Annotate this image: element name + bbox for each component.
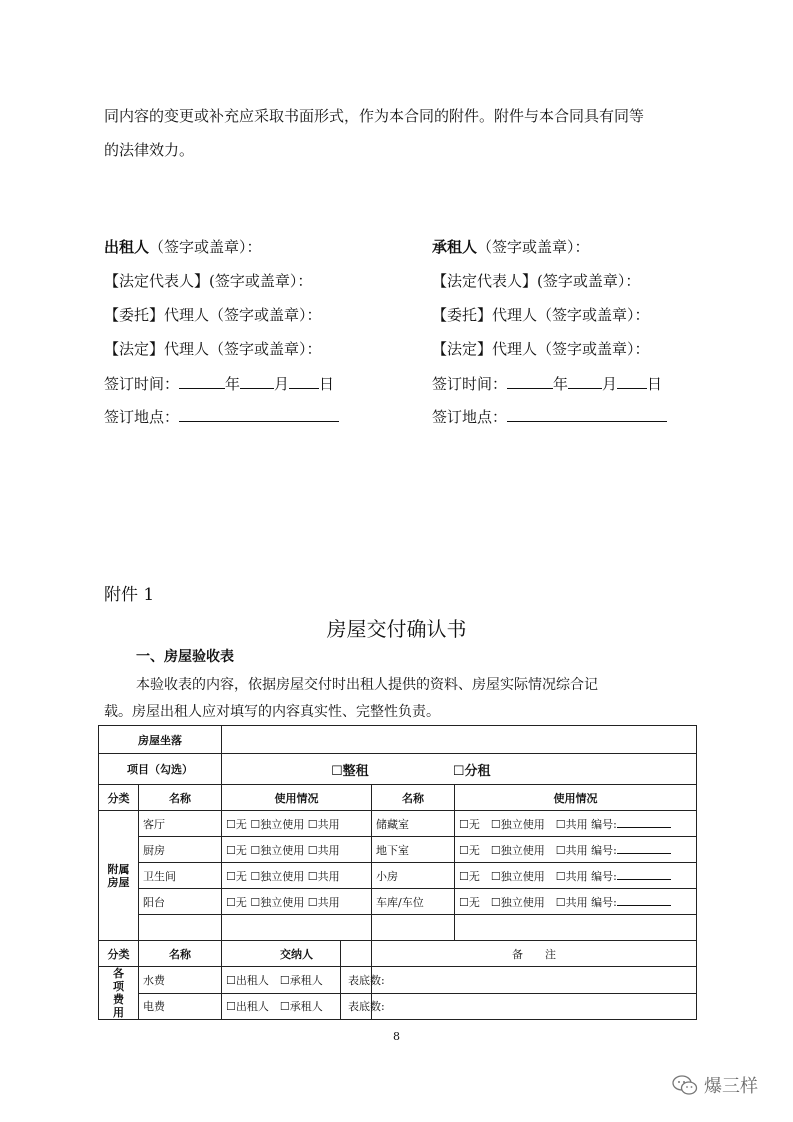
room-number-blank[interactable]: [617, 869, 671, 880]
landlord-month-label: 月: [274, 375, 290, 393]
attachment-label: 附件 1: [104, 585, 155, 605]
hdr-name-2: 名称: [372, 785, 455, 811]
table-row: [99, 811, 697, 837]
item-label: 项目（勾选）: [99, 754, 222, 785]
page-number: 8: [393, 1030, 400, 1043]
landlord-sign-time-label: 签订时间：: [104, 375, 180, 393]
hdr2-note: 备 注: [512, 947, 556, 961]
tenant-sign-time: [432, 372, 662, 394]
location-label: 房屋坐落: [99, 726, 222, 754]
wechat-icon: [672, 1074, 698, 1096]
landlord-statutory-agent: 【法定】代理人（签字或盖章）：: [104, 340, 322, 358]
landlord-month-blank[interactable]: [240, 372, 274, 389]
room-number-blank[interactable]: [617, 843, 671, 854]
room-number-blank[interactable]: [617, 895, 671, 906]
landlord-day-blank[interactable]: [289, 372, 319, 389]
table-row: [99, 837, 697, 863]
location-row: [99, 726, 697, 754]
intro-line-2: 的法律效力。: [104, 141, 195, 159]
tenant-sign-place: [432, 405, 667, 427]
landlord-sign-place-label: 签订地点：: [104, 408, 180, 426]
rooms-header-row: [99, 785, 697, 811]
group-rooms-label: 附属房屋: [107, 862, 130, 889]
rent-type-row: [99, 754, 697, 785]
room-usage-options[interactable]: ☐无 ☐独立使用 ☐共用 编号:: [459, 843, 617, 857]
hdr2-payer: 交纳人: [222, 941, 372, 967]
room-name: 车库/车位: [372, 889, 455, 915]
landlord-title-suffix: （签字或盖章）：: [149, 238, 262, 256]
landlord-day-label: 日: [319, 375, 335, 393]
location-input[interactable]: [222, 726, 697, 754]
table-row: [99, 863, 697, 889]
room-name: 客厅: [139, 811, 222, 837]
room-name: 阳台: [139, 889, 222, 915]
tenant-title-line: [432, 237, 590, 257]
table-row: [99, 993, 697, 1020]
payer-divider: [340, 941, 341, 966]
tenant-legal-rep: 【法定代表人】(签字或盖章）：: [432, 272, 641, 290]
tenant-statutory-agent: 【法定】代理人（签字或盖章）：: [432, 340, 650, 358]
tenant-entrusted-agent: 【委托】代理人（签字或盖章）：: [432, 306, 650, 324]
room-usage-options[interactable]: ☐无 ☐独立使用 ☐共用: [222, 889, 372, 915]
hdr-name: 名称: [139, 785, 222, 811]
room-name: 地下室: [372, 837, 455, 863]
attachment-desc-1: 本验收表的内容，依据房屋交付时出租人提供的资料、房屋实际情况综合记: [136, 677, 598, 693]
group-fees-label: 各项费用: [113, 967, 124, 1019]
fee-payer-options[interactable]: ☐出租人 ☐承租人: [222, 967, 372, 994]
acceptance-table: [98, 725, 697, 1020]
fee-name: 电费: [139, 993, 222, 1020]
room-usage-options[interactable]: ☐无 ☐独立使用 ☐共用: [222, 837, 372, 863]
tenant-sign-time-label: 签订时间：: [432, 375, 508, 393]
landlord-sign-time: [104, 372, 334, 394]
table-row-empty: [99, 915, 697, 941]
room-usage-options[interactable]: ☐无 ☐独立使用 ☐共用 编号:: [459, 895, 617, 909]
landlord-title: 出租人: [104, 238, 150, 256]
room-name: 储藏室: [372, 811, 455, 837]
attachment-title: 房屋交付确认书: [326, 617, 467, 641]
tenant-title-suffix: （签字或盖章）：: [477, 238, 590, 256]
fee-name: 水费: [139, 967, 222, 994]
room-usage-options[interactable]: ☐无 ☐独立使用 ☐共用 编号:: [459, 869, 617, 883]
intro-line-1: 同内容的变更或补充应采取书面形式，作为本合同的附件。附件与本合同具有同等: [104, 107, 645, 125]
whole-rent-checkbox[interactable]: ☐整租: [331, 763, 369, 779]
hdr2-name: 名称: [139, 941, 222, 967]
meter-reading-label: 表底数:: [348, 973, 385, 987]
tenant-day-label: 日: [647, 375, 663, 393]
landlord-title-line: [104, 237, 262, 257]
hdr-usage: 使用情况: [222, 785, 372, 811]
table-row: [99, 889, 697, 915]
landlord-entrusted-agent: 【委托】代理人（签字或盖章）：: [104, 306, 322, 324]
shared-rent-checkbox[interactable]: ☐分租: [452, 763, 491, 779]
watermark: [672, 1072, 758, 1098]
hdr2-category: 分类: [99, 941, 139, 967]
tenant-month-blank[interactable]: [568, 372, 602, 389]
landlord-year-blank[interactable]: [179, 372, 225, 389]
hdr-usage-2: 使用情况: [455, 785, 697, 811]
hdr-category: 分类: [99, 785, 139, 811]
watermark-text: 爆三样: [704, 1076, 758, 1097]
tenant-sign-place-label: 签订地点：: [432, 408, 508, 426]
table-row: [99, 967, 697, 994]
room-number-blank[interactable]: [617, 817, 671, 828]
tenant-month-label: 月: [602, 375, 618, 393]
landlord-place-blank[interactable]: [179, 405, 339, 422]
section-title: 一、房屋验收表: [136, 649, 234, 665]
room-name: 卫生间: [139, 863, 222, 889]
room-usage-options[interactable]: ☐无 ☐独立使用 ☐共用 编号:: [459, 817, 617, 831]
room-name: 小房: [372, 863, 455, 889]
room-name: 厨房: [139, 837, 222, 863]
landlord-sign-place: [104, 405, 339, 427]
meter-reading-label: 表底数:: [348, 1000, 385, 1014]
room-usage-options[interactable]: ☐无 ☐独立使用 ☐共用: [222, 863, 372, 889]
landlord-legal-rep: 【法定代表人】(签字或盖章）：: [104, 272, 313, 290]
tenant-title: 承租人: [432, 238, 478, 256]
landlord-year-label: 年: [225, 375, 241, 393]
tenant-place-blank[interactable]: [507, 405, 667, 422]
fee-payer-options[interactable]: ☐出租人 ☐承租人: [222, 993, 372, 1020]
tenant-day-blank[interactable]: [617, 372, 647, 389]
tenant-year-label: 年: [553, 375, 569, 393]
tenant-year-blank[interactable]: [507, 372, 553, 389]
fees-header-row: [99, 941, 697, 967]
room-usage-options[interactable]: ☐无 ☐独立使用 ☐共用: [222, 811, 372, 837]
attachment-desc-2: 载。房屋出租人应对填写的内容真实性、完整性负责。: [104, 704, 440, 720]
